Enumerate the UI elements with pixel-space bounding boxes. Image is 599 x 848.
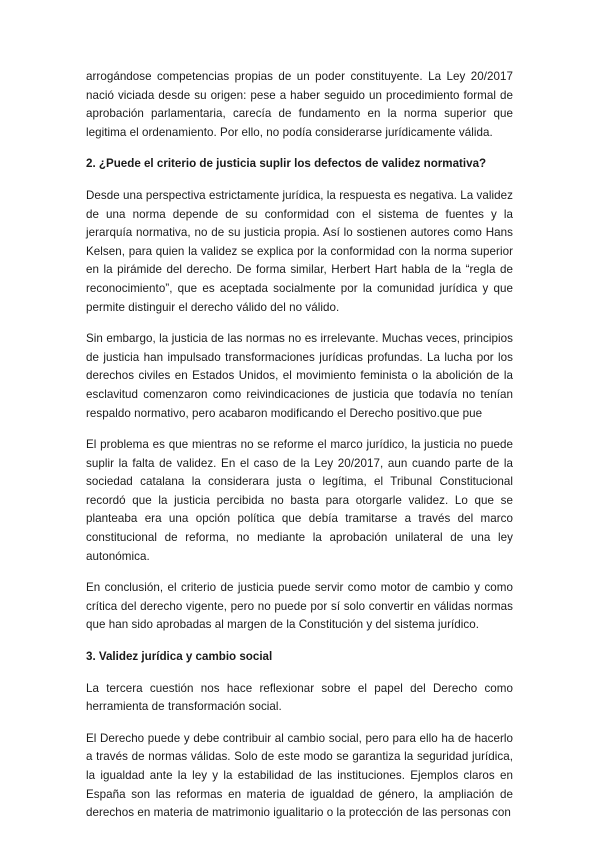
section-3-paragraph-1: La tercera cuestión nos hace reflexionar sobre el papel del Derecho como herramienta de transformación social. (86, 681, 513, 714)
section-2-paragraph-4: En conclusión, el criterio de justicia puede servir como motor de cambio y como crítica del derecho vigente, pero no puede por sí solo convertir en válidas normas que han sido aprobadas al margen de la Constitución y del sistema jurídico. (86, 581, 513, 632)
section-2-paragraph-3: El problema es que mientras no se reforme el marco jurídico, la justicia no puede suplir la falta de validez. En el caso de la Ley 20/2017, aun cuando parte de la sociedad catalana la considerara justa o legítima, el Tribunal Constitucional recordó que la justicia percibida no basta para otorgarle validez. Lo que se planteaba era una opción política que debía tramitarse a través del marco constitucional de reforma, no mediante la aprobación unilateral de una ley autonómica. (86, 438, 513, 563)
section-3-paragraph-2: El Derecho puede y debe contribuir al cambio social, pero para ello ha de hacerlo a través de normas válidas. Solo de este modo se garantiza la seguridad jurídica, la igualdad ante la ley y la estabilidad de las instituciones. Ejemplos claros en España son las reformas en materia de igualdad de género, la ampliación de derechos en materia de matrimonio igualitario o la protección de las personas con (86, 731, 513, 820)
section-3-heading: 3. Validez jurídica y cambio social (86, 650, 273, 664)
section-2-paragraph-2: Sin embargo, la justicia de las normas no es irrelevante. Muchas veces, principios de justicia han impulsado transformaciones jurídicas profundas. La lucha por los derechos civiles en Estados Unidos, el movimiento feminista o la abolición de la esclavitud comenzaron como reivindicaciones de justicia que todavía no tenían respaldo normativo, pero acabaron modificando el Derecho positivo.que pue (86, 332, 513, 420)
section-2-paragraph-1: Desde una perspectiva estrictamente jurídica, la respuesta es negativa. La validez de una norma depende de su conformidad con el sistema de fuentes y la jerarquía normativa, no de su justicia propia. Así lo sostienen autores como Hans Kelsen, para quien la validez se explica por la conformidad con la norma superior en la pirámide del derecho. De forma similar, Herbert Hart habla de la “regla de reconocimiento”, que es aceptada socialmente por la comunidad jurídica y que permite distinguir el derecho válido del no válido. (86, 188, 513, 314)
section-2-heading: 2. ¿Puede el criterio de justicia suplir los defectos de validez normativa? (86, 157, 487, 171)
intro-paragraph: arrogándose competencias propias de un poder constituyente. La Ley 20/2017 nació viciada desde su origen: pese a haber seguido un procedimiento formal de aprobación parlamentaria, carecía de fundamento en la norma superior que legitima el ordenamiento. Por ello, no podía considerarse jurídicamente válida. (86, 70, 513, 139)
